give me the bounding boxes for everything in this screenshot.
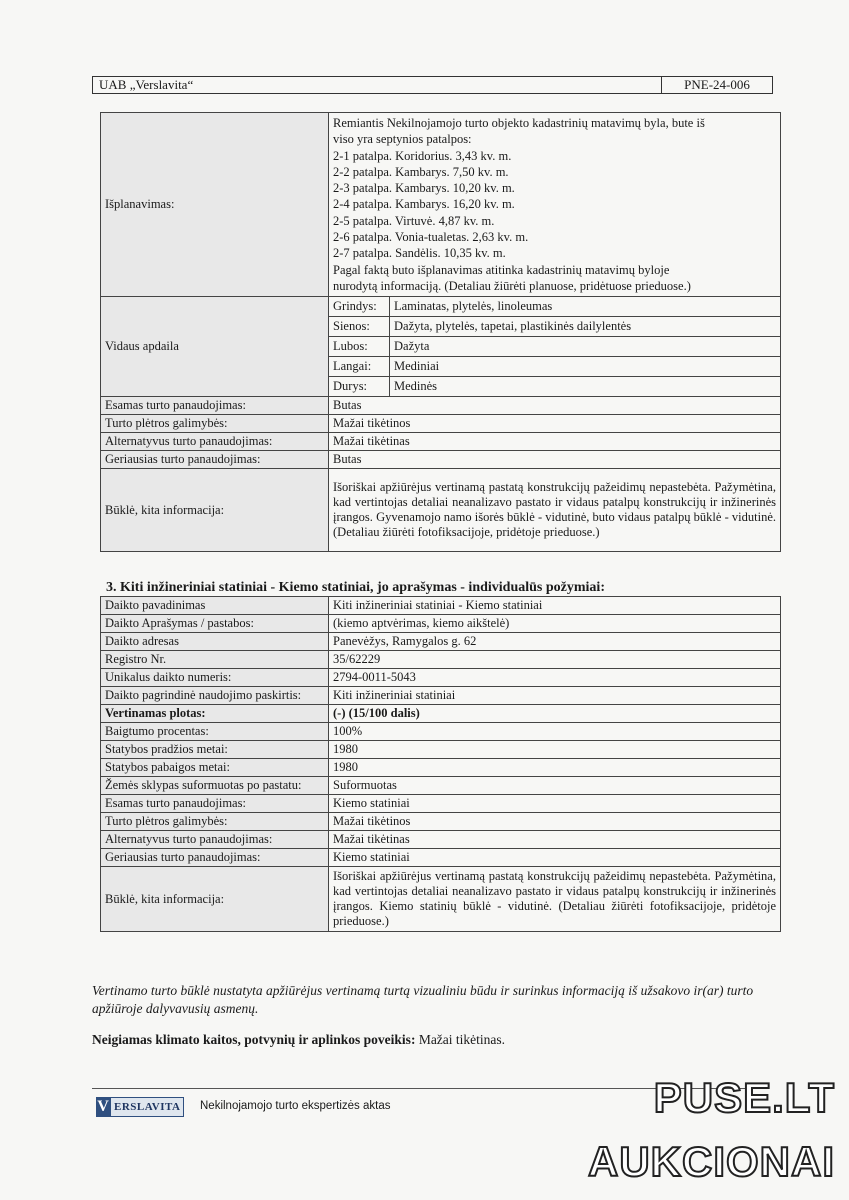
finish-key: Grindys: bbox=[329, 297, 390, 317]
plan-value bbox=[329, 113, 781, 297]
section-title: 3. Kiti inžineriniai statiniai - Kiemo statiniai, jo aprašymas - individualūs požymiai: bbox=[106, 580, 605, 595]
row-value: Butas bbox=[329, 451, 781, 469]
table-row bbox=[101, 297, 781, 397]
plan-line: Remiantis Nekilnojamojo turto objekto kadastrinių matavimų byla, bute iš bbox=[333, 116, 705, 130]
row-value: Kiemo statiniai bbox=[329, 795, 781, 813]
row-key: Vertinamas plotas: bbox=[101, 705, 329, 723]
row-key: Esamas turto panaudojimas: bbox=[101, 795, 329, 813]
finish-val: Dažyta, plytelės, tapetai, plastikinės dailylentės bbox=[390, 317, 781, 337]
row-value: Butas bbox=[329, 397, 781, 415]
row-value: 1980 bbox=[329, 759, 781, 777]
finish-subtable bbox=[329, 297, 780, 396]
row-key: Statybos pradžios metai: bbox=[101, 741, 329, 759]
row-value: Kiemo statiniai bbox=[329, 849, 781, 867]
row-value: Panevėžys, Ramygalos g. 62 bbox=[329, 633, 781, 651]
row-key: Daikto pavadinimas bbox=[101, 597, 329, 615]
row-key: Daikto pagrindinė naudojimo paskirtis: bbox=[101, 687, 329, 705]
plan-line: viso yra septynios patalpos: bbox=[333, 132, 472, 147]
plan-label: Išplanavimas: bbox=[101, 113, 329, 297]
row-value: 2794-0011-5043 bbox=[329, 669, 781, 687]
finish-val: Laminatas, plytelės, linoleumas bbox=[390, 297, 781, 317]
row-value: (kiemo aptvėrimas, kiemo aikštelė) bbox=[329, 615, 781, 633]
table-row bbox=[101, 469, 781, 552]
row-value: Mažai tikėtinos bbox=[329, 415, 781, 433]
row-key: Unikalus daikto numeris: bbox=[101, 669, 329, 687]
row-key: Daikto Aprašymas / pastabos: bbox=[101, 615, 329, 633]
table-row bbox=[101, 397, 781, 415]
plan-line: 2-3 patalpa. Kambarys. 10,20 kv. m. bbox=[333, 181, 515, 196]
row-value: Mažai tikėtinos bbox=[329, 813, 781, 831]
row-value: Mažai tikėtinas bbox=[329, 433, 781, 451]
footer-caption: Nekilnojamojo turto ekspertizės aktas bbox=[200, 1100, 391, 1112]
row-key: Geriausias turto panaudojimas: bbox=[101, 849, 329, 867]
finish-key: Sienos: bbox=[329, 317, 390, 337]
row-key: Esamas turto panaudojimas: bbox=[101, 397, 329, 415]
row-key: Geriausias turto panaudojimas: bbox=[101, 451, 329, 469]
row-key: Žemės sklypas suformuotas po pastatu: bbox=[101, 777, 329, 795]
finish-value bbox=[329, 297, 781, 397]
plan-line: 2-2 patalpa. Kambarys. 7,50 kv. m. bbox=[333, 164, 509, 179]
watermark-line1: PUSE.LT bbox=[653, 1074, 835, 1121]
row-key: Baigtumo procentas: bbox=[101, 723, 329, 741]
row-value: 35/62229 bbox=[329, 651, 781, 669]
document-code: PNE-24-006 bbox=[661, 77, 772, 93]
plan-line: nurodytą informaciją. (Detaliau žiūrėti planuose, pridėtuose prieduose.) bbox=[333, 278, 691, 293]
table-row bbox=[101, 415, 781, 433]
row-value: Kiti inžineriniai statiniai bbox=[329, 687, 781, 705]
climate-label: Neigiamas klimato kaitos, potvynių ir aplinkos poveikis: bbox=[92, 1032, 416, 1047]
table-row bbox=[101, 451, 781, 469]
row-key: Turto plėtros galimybės: bbox=[101, 415, 329, 433]
finish-val: Medinės bbox=[394, 379, 438, 394]
plan-line: 2-4 patalpa. Kambarys. 16,20 kv. m. bbox=[333, 197, 515, 212]
watermark-line2: AUKCIONAI bbox=[588, 1138, 835, 1185]
yard-structures-table bbox=[100, 596, 781, 932]
finish-val: Dažyta bbox=[390, 337, 781, 357]
page-header bbox=[92, 76, 773, 94]
row-value: Mažai tikėtinas bbox=[329, 831, 781, 849]
row-value: 100% bbox=[329, 723, 781, 741]
row-key: Alternatyvus turto panaudojimas: bbox=[101, 433, 329, 451]
row-key: Turto plėtros galimybės: bbox=[101, 813, 329, 831]
plan-line: 2-1 patalpa. Koridorius. 3,43 kv. m. bbox=[333, 148, 512, 163]
table-row bbox=[101, 433, 781, 451]
row-value: Suformuotas bbox=[329, 777, 781, 795]
row-key: Statybos pabaigos metai: bbox=[101, 759, 329, 777]
company-name: UAB „Verslavita“ bbox=[99, 77, 194, 92]
finish-key: Lubos: bbox=[329, 337, 390, 357]
finish-label: Vidaus apdaila bbox=[101, 297, 329, 397]
company-logo bbox=[96, 1097, 184, 1117]
row-key: Registro Nr. bbox=[101, 651, 329, 669]
logo-text: ERSLAVITA bbox=[110, 1097, 184, 1117]
climate-value: Mažai tikėtinas. bbox=[418, 1032, 506, 1047]
finish-key: Durys: bbox=[329, 377, 390, 397]
finish-val: Mediniai bbox=[390, 357, 781, 377]
logo-mark: V bbox=[97, 1098, 109, 1115]
table-row bbox=[101, 113, 781, 297]
assessment-note: Vertinamo turto būklė nustatyta apžiūrėjus vertinamą turtą vizualiniu būdu ir surinkus informaciją iš užsakovo ir(ar) turto apžiūroje dalyvavusių asmenų. bbox=[92, 983, 754, 1016]
row-value: Kiti inžineriniai statiniai - Kiemo statiniai bbox=[329, 597, 781, 615]
condition-text: Išoriškai apžiūrėjus vertinamą pastatą konstrukcijų pažeidimų nepastebėta. Pažymėtina, kad vertintojas detaliai neanalizavo pastato ir vidaus patalpų konstrukcijų ir inžinerinės įrangos. Kiemo statinių būklė - vidutinė. (Detaliau žiūrėti fotofiksacijoje, pridėtoje prieduose.) bbox=[329, 867, 781, 932]
plan-line: 2-7 patalpa. Sandėlis. 10,35 kv. m. bbox=[333, 246, 506, 261]
condition-text: Išoriškai apžiūrėjus vertinamą pastatą konstrukcijų pažeidimų nepastebėta. Pažymėtina, kad vertintojas detaliai neanalizavo pastato ir vidaus patalpų konstrukcijų ir inžinerinės įrangos. Gyvenamojo namo išorės būklė - vidutinė, buto vidaus patalpų būklė - vidutinė. (Detaliau žiūrėti fotofiksacijoje, pridėtoje prieduose.) bbox=[329, 469, 781, 552]
plan-line: Pagal faktą buto išplanavimas atitinka kadastrinių matavimų byloje bbox=[333, 262, 670, 277]
finish-key: Langai: bbox=[329, 357, 390, 377]
row-key: Daikto adresas bbox=[101, 633, 329, 651]
row-value: 1980 bbox=[329, 741, 781, 759]
condition-label: Būklė, kita informacija: bbox=[101, 867, 329, 932]
row-key: Alternatyvus turto panaudojimas: bbox=[101, 831, 329, 849]
row-value: (-) (15/100 dalis) bbox=[329, 705, 781, 723]
condition-label: Būklė, kita informacija: bbox=[101, 469, 329, 552]
climate-impact bbox=[92, 1032, 505, 1048]
property-details-table bbox=[100, 112, 781, 552]
plan-line: 2-5 patalpa. Virtuvė. 4,87 kv. m. bbox=[333, 213, 495, 228]
plan-line: 2-6 patalpa. Vonia-tualetas. 2,63 kv. m. bbox=[333, 230, 529, 245]
